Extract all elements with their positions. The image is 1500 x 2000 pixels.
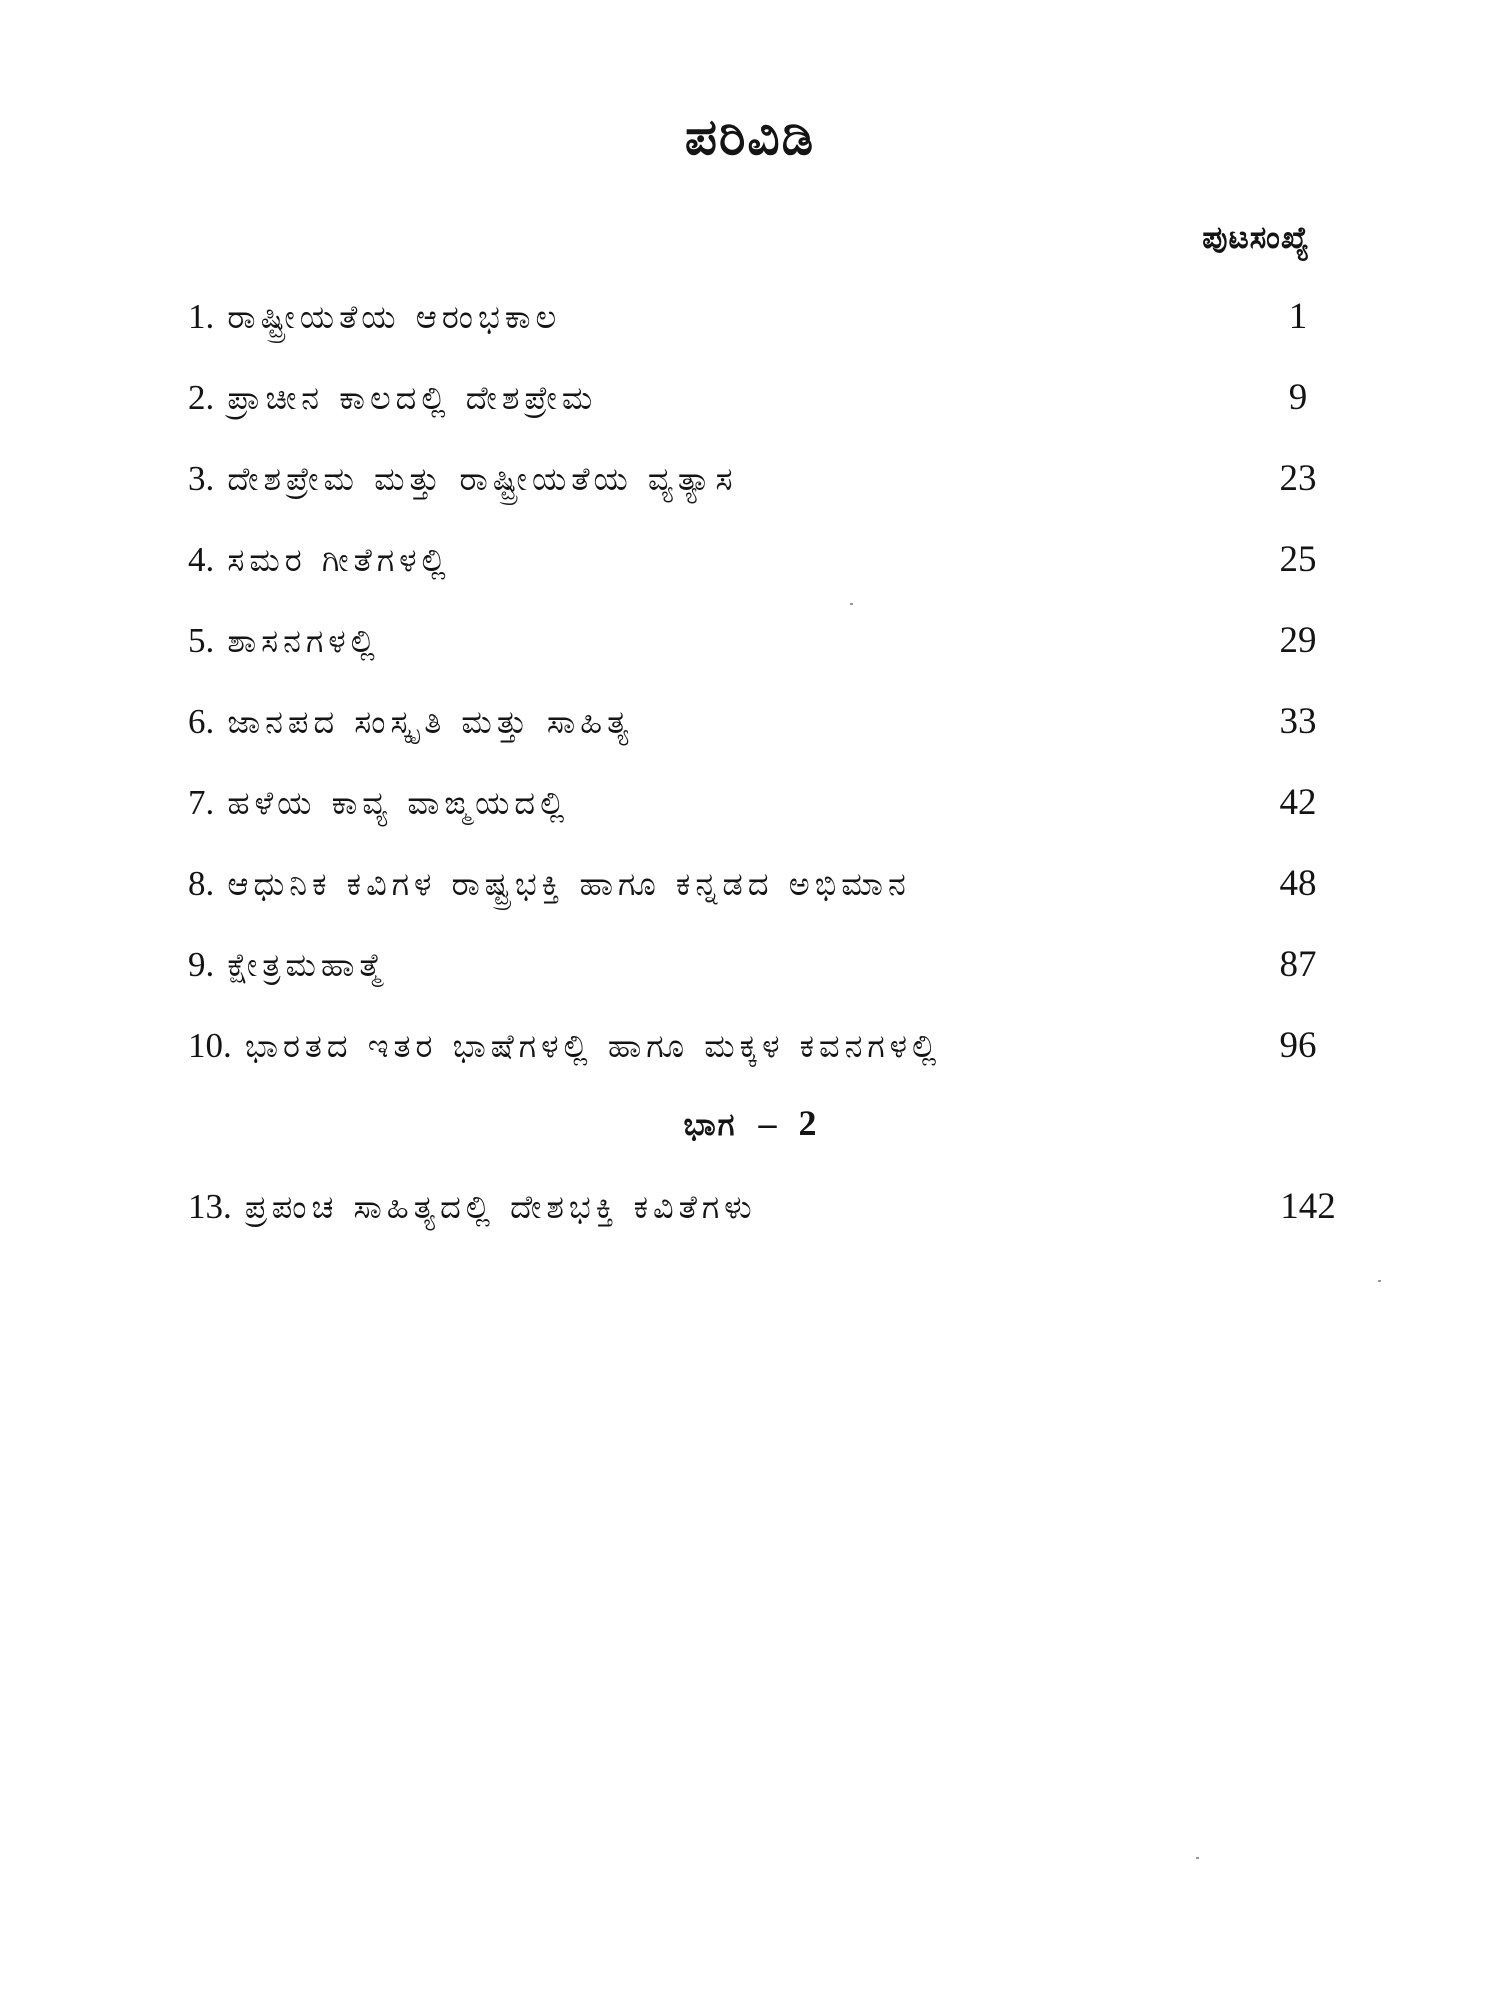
toc-entry xyxy=(188,535,1358,616)
toc-entry xyxy=(188,373,1358,454)
entry-page-number: 87 xyxy=(1279,944,1317,985)
entry-page-number: 9 xyxy=(1288,377,1308,418)
entry-number: 13. xyxy=(188,1187,232,1226)
scan-speck xyxy=(1378,1280,1381,1282)
part-heading xyxy=(0,1102,1500,1144)
entry-number: 8. xyxy=(188,864,215,903)
entry-number: 1. xyxy=(188,297,215,336)
entry-number: 3. xyxy=(188,459,215,498)
toc-list-part-2 xyxy=(188,1182,1358,1263)
entry-page-number: 33 xyxy=(1279,701,1317,742)
entry-page-number: 142 xyxy=(1280,1186,1336,1227)
entry-title: ಸಮರ ಗೀತೆಗಳಲ್ಲಿ xyxy=(227,541,451,579)
entry-page-number: 1 xyxy=(1288,296,1308,337)
toc-entry xyxy=(188,1021,1358,1102)
part-word: ಭಾಗ xyxy=(683,1107,737,1143)
entry-page-number: 96 xyxy=(1279,1025,1317,1066)
toc-entry xyxy=(188,778,1358,859)
toc-entry xyxy=(188,1182,1358,1263)
entry-page-number: 23 xyxy=(1279,458,1317,499)
entry-title: ಜಾನಪದ ಸಂಸ್ಕೃತಿ ಮತ್ತು ಸಾಹಿತ್ಯ xyxy=(227,703,634,741)
entry-title: ಪ್ರಾಚೀನ ಕಾಲದಲ್ಲಿ ದೇಶಪ್ರೇಮ xyxy=(227,379,598,417)
toc-entry xyxy=(188,616,1358,697)
toc-list xyxy=(188,292,1358,1102)
entry-title: ಕ್ಷೇತ್ರಮಹಾತ್ಮೆ xyxy=(227,946,388,984)
entry-number: 10. xyxy=(188,1026,232,1065)
scan-speck xyxy=(1196,1857,1199,1859)
toc-entry xyxy=(188,292,1358,373)
entry-number: 5. xyxy=(188,621,215,660)
scan-speck xyxy=(850,603,853,605)
entry-page-number: 42 xyxy=(1279,782,1317,823)
entry-title: ದೇಶಪ್ರೇಮ ಮತ್ತು ರಾಷ್ಟ್ರೀಯತೆಯ ವ್ಯತ್ಯಾಸ xyxy=(227,460,738,498)
entry-title: ಹಳೆಯ ಕಾವ್ಯ ವಾಙ್ಮಯದಲ್ಲಿ xyxy=(227,784,570,822)
entry-page-number: 29 xyxy=(1279,620,1317,661)
page-title: ಪರಿವಿಡಿ xyxy=(684,108,816,166)
part-number: 2 xyxy=(798,1103,817,1143)
part-separator: – xyxy=(758,1103,777,1143)
entry-title: ರಾಷ್ಟ್ರೀಯತೆಯ ಆರಂಭಕಾಲ xyxy=(227,298,562,336)
page-number-column-header: ಪುಟಸಂಖ್ಯೆ xyxy=(1202,220,1310,256)
toc-entry xyxy=(188,454,1358,535)
entry-number: 6. xyxy=(188,702,215,741)
entry-number: 4. xyxy=(188,540,215,579)
entry-title: ಶಾಸನಗಳಲ್ಲಿ xyxy=(227,622,380,660)
toc-entry xyxy=(188,697,1358,778)
entry-title: ಪ್ರಪಂಚ ಸಾಹಿತ್ಯದಲ್ಲಿ ದೇಶಭಕ್ತಿ ಕವಿತೆಗಳು xyxy=(244,1188,757,1226)
toc-entry xyxy=(188,859,1358,940)
entry-page-number: 48 xyxy=(1279,863,1317,904)
entry-number: 2. xyxy=(188,378,215,417)
entry-title: ಭಾರತದ ಇತರ ಭಾಷೆಗಳಲ್ಲಿ ಹಾಗೂ ಮಕ್ಕಳ ಕವನಗಳಲ್ಲಿ xyxy=(244,1027,942,1065)
toc-entry xyxy=(188,940,1358,1021)
entry-page-number: 25 xyxy=(1279,539,1317,580)
entry-number: 9. xyxy=(188,945,215,984)
entry-number: 7. xyxy=(188,783,215,822)
entry-title: ಆಧುನಿಕ ಕವಿಗಳ ರಾಷ್ಟ್ರಭಕ್ತಿ ಹಾಗೂ ಕನ್ನಡದ ಅಭಿಮಾನ xyxy=(227,865,911,903)
